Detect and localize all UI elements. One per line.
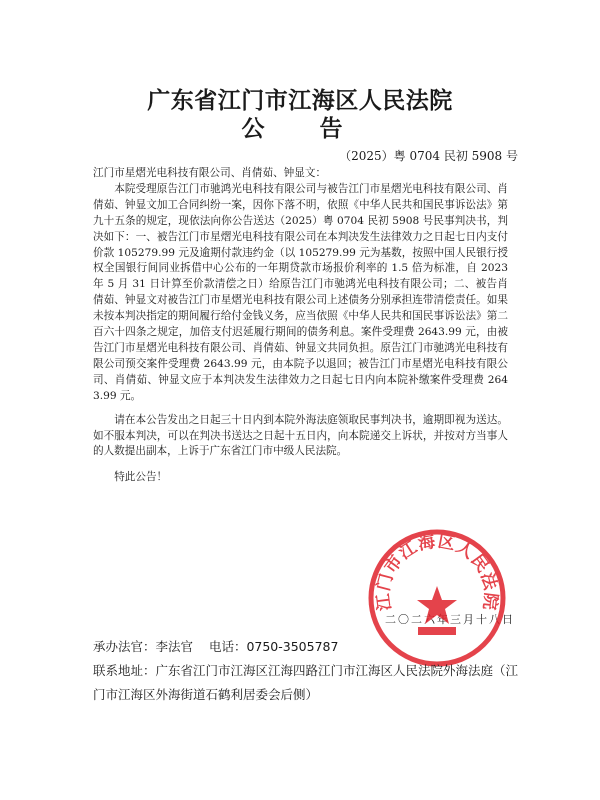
handler-label: 承办法官：: [93, 639, 156, 654]
seal-star-icon: [417, 586, 457, 624]
paragraph-instructions: 请在本公告发出之日起三十日内到本院外海法庭领取民事判决书，逾期即视为送达。如不服本判决，可以在判决书送达之日起十五日内，向本院递交上诉状，并按对方当事人的人数提出副本，上诉于广东省江门市中级人民法院。: [93, 413, 508, 458]
address-label: 联系地址：: [93, 663, 156, 678]
handler-name: 李法官: [155, 639, 194, 654]
page-title: 广东省江门市江海区人民法院: [147, 88, 453, 114]
issue-date: 二〇二六年三月十八日: [385, 613, 515, 626]
contact-line: [93, 637, 523, 655]
case-number: （2025）粤 0704 民初 5908 号: [339, 149, 518, 163]
closing-text: 特此公告！: [114, 471, 168, 484]
address-text: 广东省江门市江海区江海四路江门市江海区人民法院外海法庭（江门市江海区外海街道石鹤利居委会后侧）: [93, 663, 519, 702]
phone-number: 0750-3505787: [246, 639, 339, 654]
addressee: 江门市星熠光电科技有限公司、肖倩茹、钟显文：: [93, 167, 327, 179]
seal-emblem-base: [418, 627, 456, 635]
seal-text: 江门市江海区人民法院: [373, 531, 501, 612]
address-line: [93, 659, 523, 707]
phone-label: 电话：: [208, 639, 247, 654]
notice-heading: 公 告: [241, 116, 359, 142]
paragraph-judgment: 本院受理原告江门市驰鸿光电科技有限公司与被告江门市星熠光电科技有限公司、肖倩茹、钟显文加工合同纠纷一案，因你下落不明，依照《中华人民共和国民事诉讼法》第九十五条的规定，现依法向你公告送达（2025）粤 0704 民初 5908 号民事判决书，判决如下：一、被告江门市星熠光电科技有限公司在本判决发生法律效力之日起七日内支付价款 105279.99 元及逾期付款违约金（以 105279.99 元为基数，按照中国人民银行授权全国银行间同业拆借中心公布的一年期贷款市场报价利率的 1.5 倍为标准，自 2023 年 5 月 31 日计算至价款清偿之日）给原告江门市驰鸿光电科技有限公司；二、被告肖倩茹、钟显文对被告江门市星熠光电科技有限公司上述债务分别承担连带清偿责任。如果未按本判决指定的期间履行给付金钱义务，应当依照《中华人民共和国民事诉讼法》第二百六十四条之规定，加倍支付迟延履行期间的债务利息。案件受理费 2643.99 元，由被告江门市星熠光电科技有限公司、肖倩茹、钟显文共同负担。原告江门市驰鸿光电科技有限公司预交案件受理费 2643.99 元，由本院予以退回；被告江门市星熠光电科技有限公司、肖倩茹、钟显文应于本判决发生法律效力之日起七日内向本院补缴案件受理费 2643.99 元。: [93, 182, 508, 402]
notice-body: [93, 166, 508, 486]
